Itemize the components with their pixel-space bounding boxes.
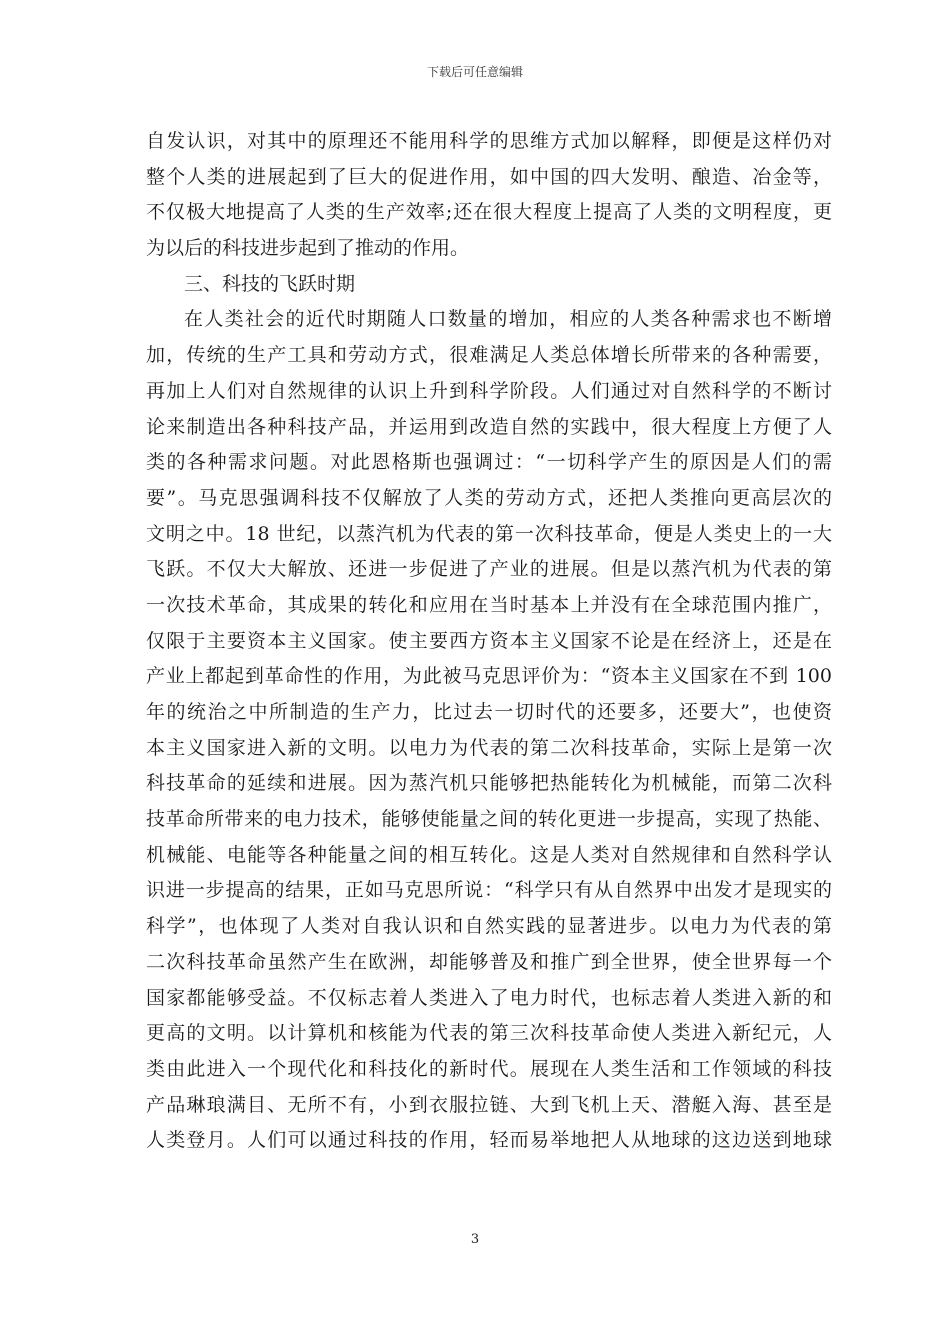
- text-line: 不仅极大地提高了人类的生产效率;还在很大程度上提高了人类的文明程度，更: [146, 201, 832, 224]
- text-line: 加，传统的生产工具和劳动方式，很难满足人类总体增长所带来的各种需要，: [146, 344, 832, 367]
- text-line: 机械能、电能等各种能量之间的相互转化。这是人类对自然规律和自然科学认: [146, 843, 832, 866]
- text-line: 科技革命的延续和进展。因为蒸汽机只能够把热能转化为机械能，而第二次科: [146, 772, 832, 795]
- text-line: 更高的文明。以计算机和核能为代表的第三次科技革命使人类进入新纪元，人: [146, 1022, 832, 1045]
- text-line: 本主义国家进入新的文明。以电力为代表的第二次科技革命，实际上是第一次: [146, 736, 832, 759]
- text-line: 论来制造出各种科技产品，并运用到改造自然的实践中，很大程度上方便了人: [146, 415, 832, 438]
- body-text: [146, 124, 832, 1159]
- page-header: 下载后可任意编辑: [426, 65, 523, 79]
- text-line: 二次科技革命虽然产生在欧洲，却能够普及和推广到全世界，使全世界每一个: [146, 950, 832, 973]
- text-line: 再加上人们对自然规律的认识上升到科学阶段。人们通过对自然科学的不断讨: [146, 379, 832, 402]
- text-line: 产品琳琅满目、无所不有，小到衣服拉链、大到飞机上天、潜艇入海、甚至是: [146, 1093, 832, 1116]
- text-line: 在人类社会的近代时期随人口数量的增加，相应的人类各种需求也不断增: [184, 308, 832, 331]
- text-line: 年的统治之中所制造的生产力，比过去一切时代的还要多，还要大”，也使资: [146, 701, 832, 723]
- text-line: 为以后的科技进步起到了推动的作用。: [146, 237, 470, 260]
- text-line: 人类登月。人们可以通过科技的作用，轻而易举地把人从地球的这边送到地球: [146, 1129, 832, 1152]
- text-line: 整个人类的进展起到了巨大的促进作用，如中国的四大发明、酿造、冶金等，: [146, 165, 832, 188]
- section-heading: 三、科技的飞跃时期: [184, 272, 356, 295]
- text-line: 产业上都起到革命性的作用，为此被马克思评价为：“资本主义国家在不到 100: [146, 665, 832, 688]
- text-line: 一次技术革命，其成果的转化和应用在当时基本上并没有在全球范围内推广，: [146, 593, 832, 616]
- text-line: 文明之中。18 世纪，以蒸汽机为代表的第一次科技革命，便是人类史上的一大: [146, 522, 832, 545]
- text-line: 识进一步提高的结果，正如马克思所说：“科学只有从自然界中出发才是现实的: [146, 879, 832, 902]
- text-line: 仅限于主要资本主义国家。使主要西方资本主义国家不论是在经济上，还是在: [146, 629, 832, 652]
- text-line: 自发认识，对其中的原理还不能用科学的思维方式加以解释，即便是这样仍对: [146, 130, 832, 152]
- text-line: 科学”，也体现了人类对自我认识和自然实践的显著进步。以电力为代表的第: [146, 915, 832, 938]
- text-line: 类由此进入一个现代化和科技化的新时代。展现在人类生活和工作领域的科技: [146, 1057, 832, 1080]
- text-line: 技革命所带来的电力技术，能够使能量之间的转化更进一步提高，实现了热能、: [146, 808, 832, 831]
- text-line: 国家都能够受益。不仅标志着人类进入了电力时代，也标志着人类进入新的和: [146, 986, 832, 1009]
- text-line: 飞跃。不仅大大解放、还进一步促进了产业的进展。但是以蒸汽机为代表的第: [146, 558, 832, 581]
- text-line: 要”。马克思强调科技不仅解放了人类的劳动方式，还把人类推向更高层次的: [146, 486, 832, 509]
- text-line: 类的各种需求问题。对此恩格斯也强调过：“一切科学产生的原因是人们的需: [146, 451, 832, 474]
- page-number: 3: [470, 1232, 480, 1247]
